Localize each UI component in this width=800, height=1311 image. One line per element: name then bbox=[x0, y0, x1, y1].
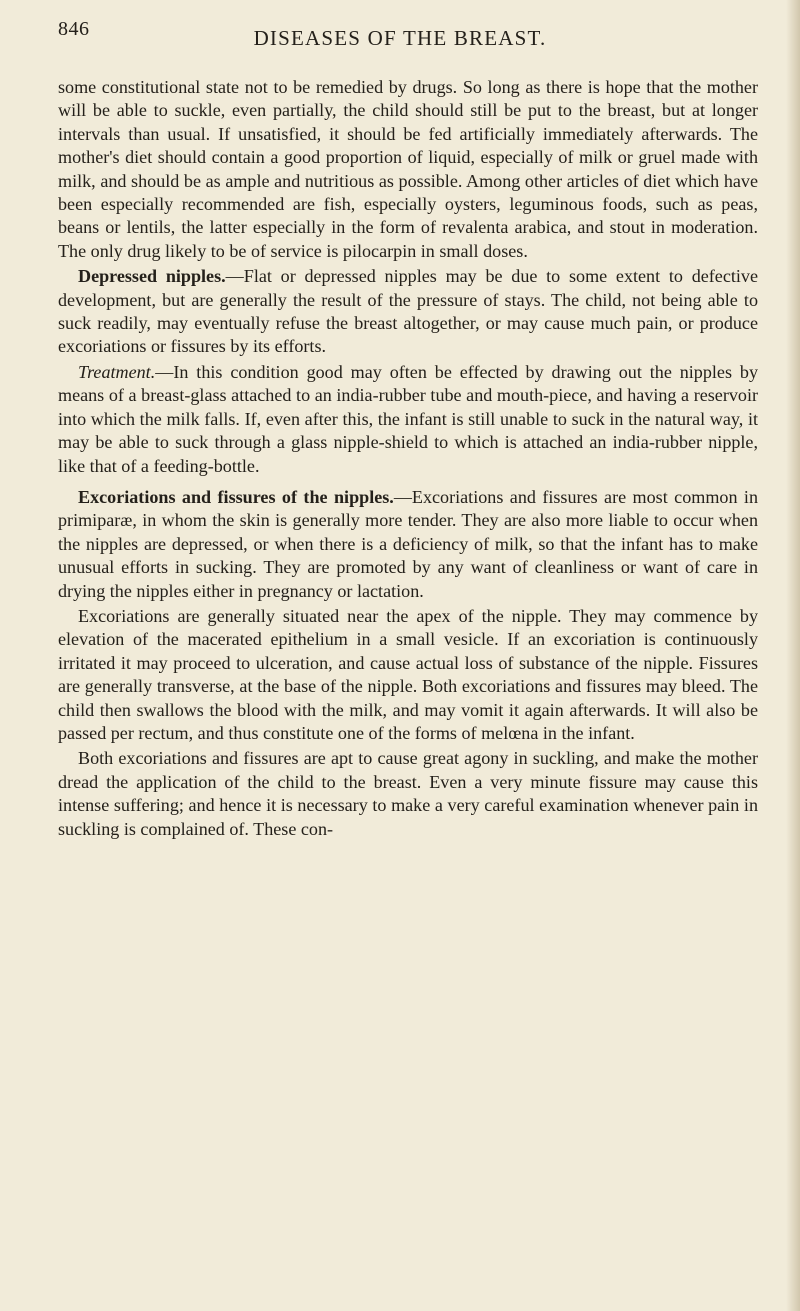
paragraph-excoriation-location bbox=[58, 605, 758, 745]
section-heading-depressed-nipples: Depressed nipples. bbox=[78, 266, 226, 287]
paragraph-text: —In this condition good may often be effected by drawing out the nipples by means of a breast-glass attached to an india-rubber tube and mouth-piece, and having a reservoir into which the milk falls. If, even after this, the infant is still unable to suck in the natural way, it may be able to suck through a glass nipple-shield to which is attached an india-rubber nipple, like that of a feeding-bottle. bbox=[58, 361, 758, 476]
subheading-treatment: Treatment. bbox=[78, 361, 156, 382]
page-number: 846 bbox=[58, 18, 90, 40]
page-edge-shadow bbox=[786, 0, 800, 1311]
section-heading-excoriations-fissures: Excoriations and fissures of the nipples. bbox=[78, 486, 394, 507]
paragraph-text: some constitutional state not to be remedied by drugs. So long as there is hope that the mother will be able to suckle, even partially, the child should still be put to the breast, but at longer intervals than usual. If unsatisfied, it should be fed artificially immediately afterwards. The mother's diet should contain a good proportion of liquid, especially of milk or gruel made with milk, and should be as ample and nutritious as possible. Among other articles of diet which have been especially recommended are fish, especially oysters, leguminous foods, such as peas, beans or lentils, the latter especially in the form of revalenta arabica, and stout in moderation. The only drug likely to be of service is pilocarpin in small doses. bbox=[58, 77, 758, 261]
running-head: DISEASES OF THE BREAST. bbox=[253, 26, 547, 50]
paragraph-text: Excoriations are generally situated near the apex of the nipple. They may commence by elevation of the macerated epithelium in a small vesicle. If an excoriation is continuously irritated it may proceed to ulceration, and cause actual loss of substance of the nipple. Fissures are generally transverse, at the base of the nipple. Both excoriations and fissures may bleed. The child then swallows the blood with the milk, and may vomit it again afterwards. It will also be passed per rectum, and thus constitute one of the forms of melœna in the infant. bbox=[58, 605, 758, 743]
body-text bbox=[58, 76, 758, 843]
paragraph-diet bbox=[58, 76, 758, 263]
paragraph-text: Both excoriations and fissures are apt to cause great agony in suckling, and make the mother dread the application of the child to the breast. Even a very minute fissure may cause this intense suffering; and hence it is necessary to make a very careful examination whenever pain in suckling is complained of. These con- bbox=[58, 748, 758, 839]
paragraph-excoriations-fissures bbox=[58, 486, 758, 603]
paragraph-text: —Excoriations and fissures are most common in primiparæ, in whom the skin is generally more tender. They are also more liable to occur when the nipples are depressed, or when there is a deficiency of milk, so that the infant has to make unusual efforts in sucking. They are promoted by any want of cleanliness or want of care in drying the nipples either in pregnancy or lactation. bbox=[58, 486, 758, 601]
paragraph-agony-suckling bbox=[58, 747, 758, 841]
paragraph-treatment bbox=[58, 361, 758, 478]
paragraph-text: —Flat or depressed nipples may be due to some extent to defective development, but are generally the result of the pressure of stays. The child, not being able to suck readily, may eventually refuse the breast altogether, or may cause much pain, or produce excoriations or fissures by its efforts. bbox=[58, 266, 758, 357]
paragraph-depressed-nipples bbox=[58, 265, 758, 359]
